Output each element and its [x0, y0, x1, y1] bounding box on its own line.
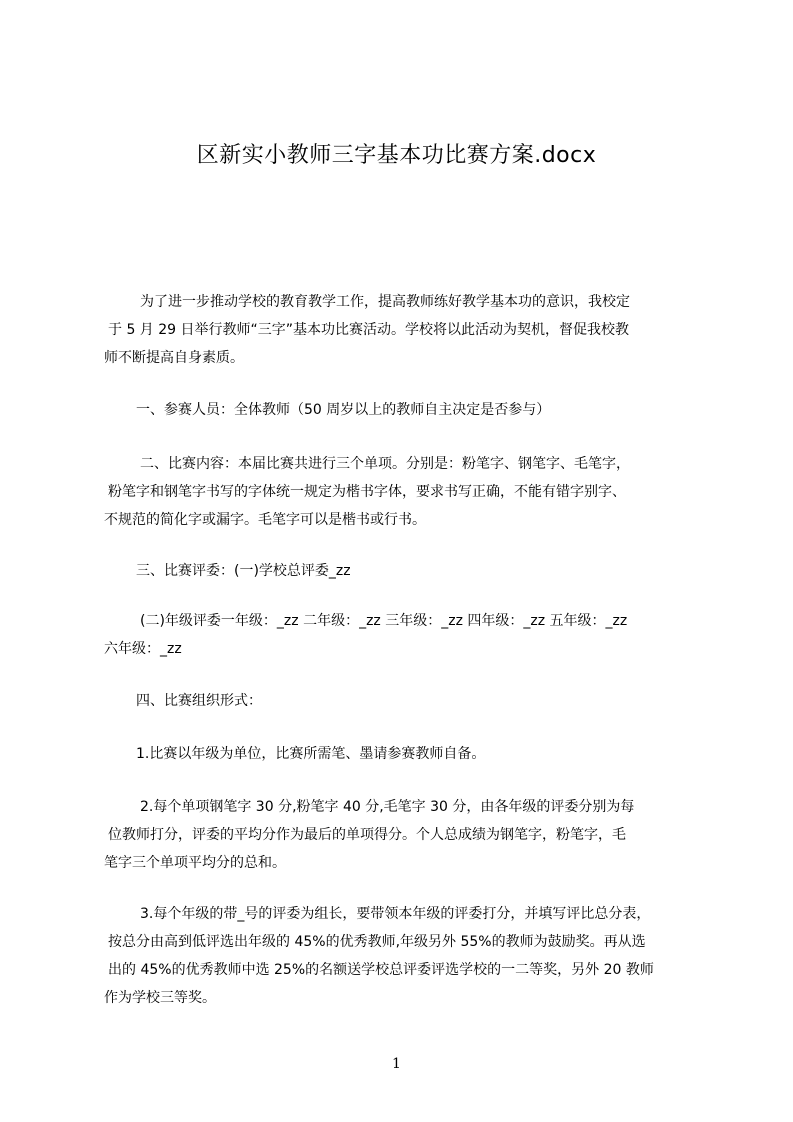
paragraph-line: 二、比赛内容：本届比赛共进行三个单项。分别是：粉笔字、钢笔字、毛笔字， [140, 456, 630, 472]
paragraph-line: 出的 45%的优秀教师中选 25%的名额送学校总评委评选学校的一二等奖，另外 20 教师 [108, 962, 654, 978]
paragraph-line: 1.比赛以年级为单位，比赛所需笔、墨请参赛教师自备。 [136, 746, 486, 762]
paragraph-grade-judges [104, 607, 700, 663]
paragraph-line: 3.每个年级的带_号的评委为组长，要带领本年级的评委打分，并填写评比总分表， [140, 906, 651, 922]
paragraph-item-3 [104, 900, 700, 1012]
paragraph-line: 作为学校三等奖。 [104, 990, 216, 1006]
paragraph-line: (二)年级评委一年级：_zz 二年级：_zz 三年级：_zz 四年级：_zz 五年级：_zz [140, 613, 628, 629]
paragraph-judges [104, 557, 700, 585]
paragraph-line: 粉笔字和钢笔字书写的字体统一规定为楷书字体，要求书写正确，不能有错字别字、 [108, 484, 626, 500]
paragraph-line: 于 5 月 29 日举行教师“三字”基本功比赛活动。学校将以此活动为契机，督促我校教 [108, 322, 630, 338]
paragraph-line: 三、比赛评委：(一)学校总评委_zz [136, 563, 351, 579]
paragraph-line: 位教师打分，评委的平均分作为最后的单项得分。个人总成绩为钢笔字，粉笔字，毛 [108, 827, 626, 843]
paragraph-line: 按总分由高到低评选出年级的 45%的优秀教师,年级另外 55%的教师为鼓励奖。再从选 [108, 934, 646, 950]
document-title: 区新实小教师三字基本功比赛方案.docx [196, 143, 597, 168]
paragraph-item-1 [104, 740, 700, 768]
paragraph-line: 为了进一步推动学校的教育教学工作，提高教师练好教学基本功的意识，我校定 [140, 294, 630, 310]
paragraph-line: 一、参赛人员：全体教师（50 周岁以上的教师自主决定是否参与） [136, 402, 551, 418]
paragraph-format [104, 687, 700, 715]
paragraph-line: 不规范的简化字或漏字。毛笔字可以是楷书或行书。 [104, 512, 426, 528]
paragraph-line: 师不断提高自身素质。 [104, 350, 244, 366]
paragraph-intro [104, 288, 700, 372]
paragraph-item-2 [104, 793, 700, 877]
paragraph-line: 四、比赛组织形式： [136, 693, 262, 709]
paragraph-line: 2.每个单项钢笔字 30 分,粉笔字 40 分,毛笔字 30 分，由各年级的评委分别为每 [140, 799, 635, 815]
paragraph-line: 笔字三个单项平均分的总和。 [104, 855, 286, 871]
paragraph-line: 六年级：_zz [104, 641, 182, 657]
paragraph-content [104, 450, 700, 534]
page-number: 1 [392, 1056, 401, 1072]
paragraph-participants [104, 396, 700, 424]
